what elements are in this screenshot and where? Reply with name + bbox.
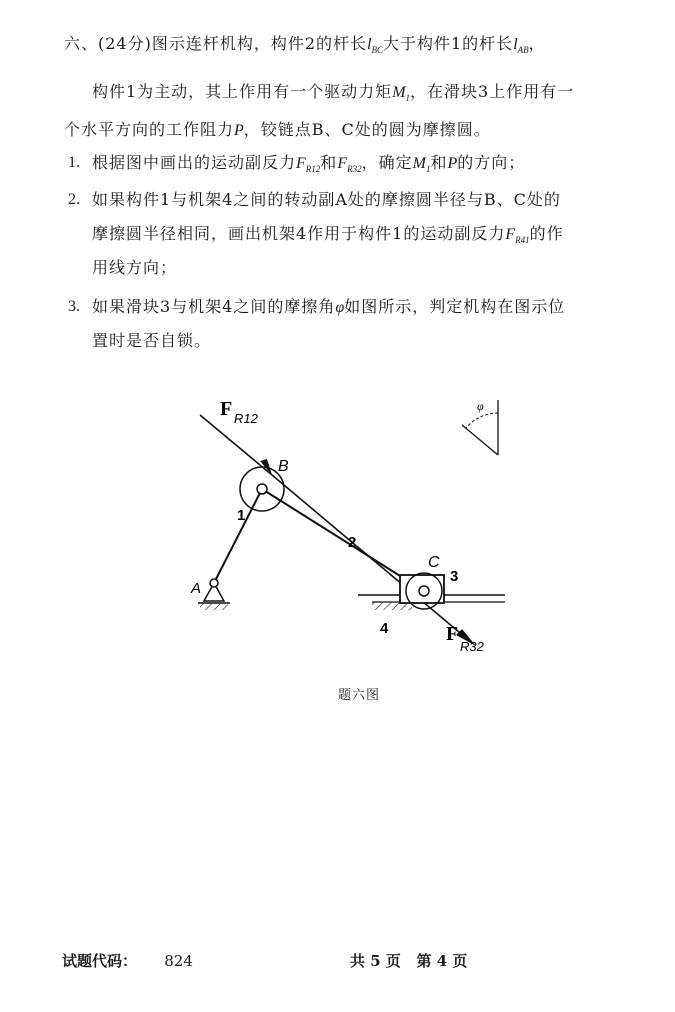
item-text: 摩擦圆半径相同，画出机架4作用于构件1的运动副反力	[92, 224, 506, 243]
link-1	[214, 489, 262, 583]
item-2-line-2	[92, 224, 564, 250]
item-text: 和	[320, 153, 338, 172]
joint-a	[210, 579, 218, 587]
joint-c	[419, 586, 429, 596]
item-text: ，确定	[361, 153, 413, 172]
friction-angle-symbol: φ	[335, 299, 345, 316]
item-3-number: 3.	[68, 298, 80, 315]
label-fr12: F	[220, 398, 233, 420]
question-text: ，铰链点B、C处的圆为摩擦圆。	[243, 120, 491, 139]
moment-symbol: M	[392, 84, 406, 101]
phi-arc	[466, 413, 498, 428]
question-text: 大于构件1的杆长	[383, 34, 514, 53]
length-symbol: l	[513, 36, 518, 53]
exam-code-label: 试题代码：	[62, 952, 138, 970]
item-2-number: 2.	[68, 191, 80, 208]
item-2-line-3: 用线方向；	[92, 258, 178, 277]
item-3-line-2: 置时是否自锁。	[92, 331, 212, 350]
label-fr32: F	[446, 623, 459, 645]
question-text: 六、(24分)图示连杆机构，构件2的杆长	[64, 34, 368, 53]
label-frame-4: 4	[380, 620, 389, 637]
exam-code	[62, 951, 193, 971]
label-phi: φ	[477, 399, 484, 413]
force-symbol: F	[296, 155, 306, 172]
label-fr12-subscript: R12	[234, 411, 258, 426]
linkage-mechanism-figure	[150, 385, 520, 670]
item-text: 根据图中画出的运动副反力	[92, 153, 297, 172]
moment-subscript: 1	[405, 93, 411, 103]
question-text: ，在滑块3上作用有一	[410, 82, 575, 101]
item-text: 如图所示，判定机构在图示位	[344, 297, 566, 316]
moment-subscript: 1	[425, 164, 431, 174]
question-text: 构件1为主动，其上作用有一个驱动力矩	[92, 82, 393, 101]
pivot-a-hatching	[200, 603, 228, 610]
label-a: A	[191, 580, 202, 597]
question-line-3	[64, 120, 491, 141]
item-text: 和	[430, 153, 448, 172]
item-2-line-1: 如果构件1与机架4之间的转动副A处的摩擦圆半径与B、C处的	[92, 190, 561, 209]
joint-b	[257, 484, 267, 494]
exam-code-value: 824	[164, 952, 193, 970]
question-line-1	[64, 34, 546, 60]
force-symbol: F	[505, 226, 516, 243]
length-ab-subscript: AB	[517, 45, 529, 55]
figure-caption: 题六图	[338, 688, 381, 703]
force-symbol: F	[337, 155, 348, 172]
item-text: 的作	[529, 224, 564, 243]
label-link-2: 2	[348, 534, 357, 551]
page-counter: 共 5 页 第 4 页	[350, 952, 468, 970]
phi-inclined-line	[462, 425, 498, 455]
force-subscript: R41	[515, 235, 530, 245]
label-link-1: 1	[237, 507, 246, 524]
item-3-line-1	[92, 297, 565, 318]
length-symbol: l	[367, 36, 372, 53]
item-text: 的方向；	[457, 153, 526, 172]
item-text: 如果滑块3与机架4之间的摩擦角	[92, 297, 336, 316]
moment-symbol: M	[412, 155, 426, 172]
force-p-symbol: P	[234, 122, 244, 139]
length-bc-subscript: BC	[371, 45, 383, 55]
item-1-number: 1.	[68, 154, 80, 171]
question-text: ，	[528, 34, 546, 53]
label-fr32-subscript: R32	[460, 639, 484, 654]
label-c: C	[428, 554, 440, 571]
question-line-2	[92, 82, 574, 108]
question-text: 个水平方向的工作阻力	[64, 120, 235, 139]
label-b: B	[278, 458, 289, 475]
force-subscript: R32	[347, 164, 362, 174]
item-1-text	[92, 153, 525, 179]
label-slider-3: 3	[450, 568, 459, 585]
force-subscript: R12	[305, 164, 321, 174]
force-p-symbol: P	[447, 155, 458, 172]
